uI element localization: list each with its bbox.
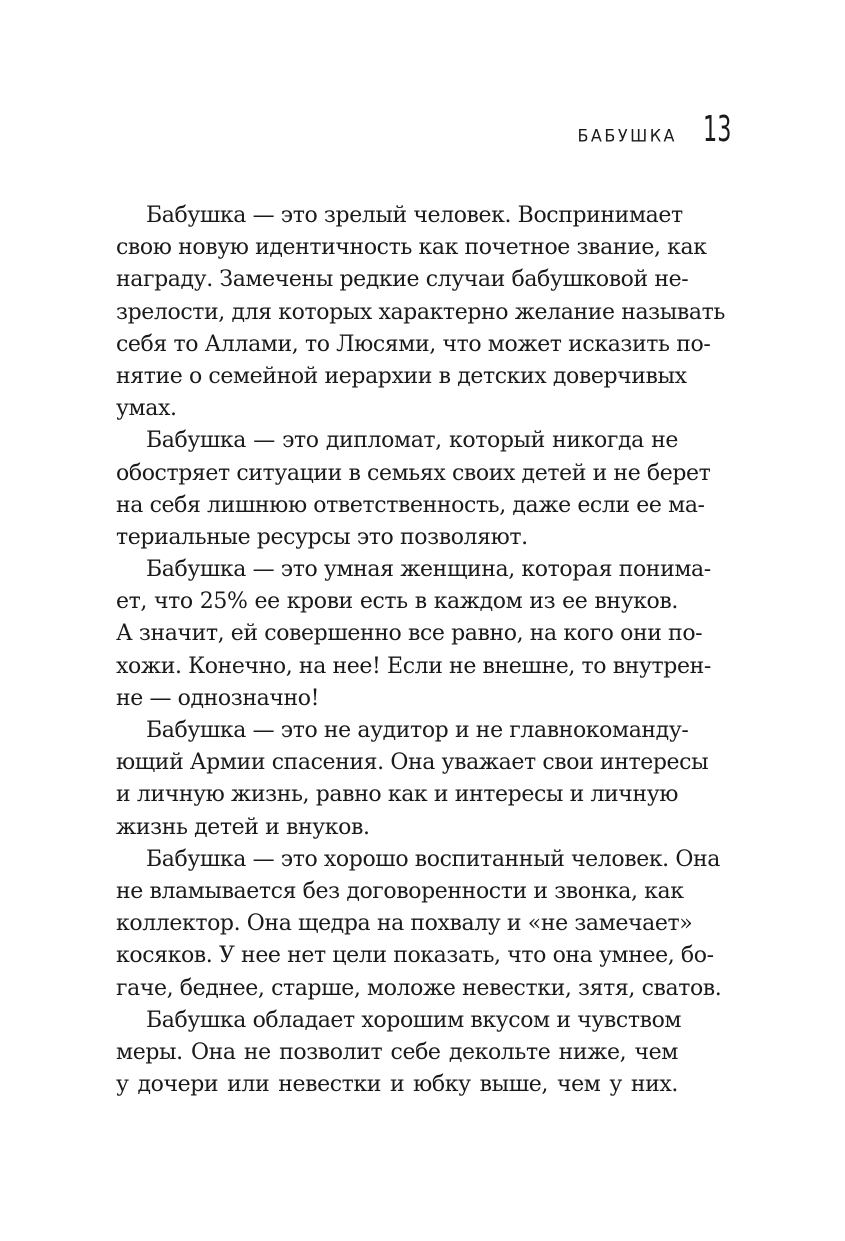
text-line: коллектор. Она щедра на похвалу и «не замечает» <box>116 911 693 937</box>
text-line: зрелости, для которых характерно желание называть <box>116 299 725 325</box>
text-line: у дочери или невестки и юбку выше, чем у них. <box>116 1072 678 1098</box>
text-line: свою новую идентичность как почетное звание, как <box>116 235 707 261</box>
text-line: косяков. У нее нет цели показать, что она умнее, бо- <box>116 943 714 969</box>
page-number: 13 <box>703 109 732 150</box>
text-line: награду. Замечены редкие случаи бабушковой не- <box>116 267 689 293</box>
text-line: не вламывается без договоренности и звонка, как <box>116 878 684 904</box>
text-line: меры. Она не позволит себе декольте ниже, чем <box>116 1039 678 1065</box>
text-line: гаче, беднее, старше, моложе невестки, зятя, сватов. <box>116 975 722 1001</box>
text-line: обостряет ситуации в семьях своих детей и не берет <box>116 460 711 486</box>
body-text <box>116 200 725 1101</box>
paragraph <box>116 554 711 715</box>
text-line: хожи. Конечно, на нее! Если не внешне, то внутрен- <box>116 653 711 679</box>
text-line: А значит, ей совершенно все равно, на кого они по- <box>116 621 703 647</box>
text-line: Бабушка обладает хорошим вкусом и чувством <box>146 1007 682 1033</box>
paragraph <box>116 1005 682 1102</box>
paragraph <box>116 425 711 554</box>
text-line: ет, что 25% ее крови есть в каждом из ее внуков. <box>116 589 678 615</box>
section-title: БАБУШКА <box>577 125 677 146</box>
text-line: умах. <box>116 396 177 422</box>
paragraph <box>116 200 725 425</box>
text-line: Бабушка — это дипломат, который никогда не <box>146 428 678 454</box>
text-line: Бабушка — это зрелый человек. Воспринимает <box>146 203 683 228</box>
text-line: Бабушка — это умная женщина, которая понима- <box>146 557 711 583</box>
paragraph <box>116 844 722 1005</box>
text-line: не — однозначно! <box>116 685 320 711</box>
text-line: на себя лишнюю ответственность, даже если ее ма- <box>116 492 705 518</box>
text-line: жизнь детей и внуков. <box>116 814 370 840</box>
running-head <box>577 109 733 150</box>
text-line: ющий Армии спасения. Она уважает свои интересы <box>116 750 709 776</box>
text-line: Бабушка — это не аудитор и не главнокоманду- <box>146 718 689 743</box>
text-line: нятие о семейной иерархии в детских доверчивых <box>116 363 687 389</box>
text-line: и личную жизнь, равно как и интересы и личную <box>116 782 678 808</box>
text-line: териальные ресурсы это позволяют. <box>116 524 528 550</box>
paragraph <box>116 715 709 844</box>
text-line: Бабушка — это хорошо воспитанный человек. Она <box>146 846 720 872</box>
text-line: себя то Аллами, то Люсями, что может исказить по- <box>116 331 711 357</box>
